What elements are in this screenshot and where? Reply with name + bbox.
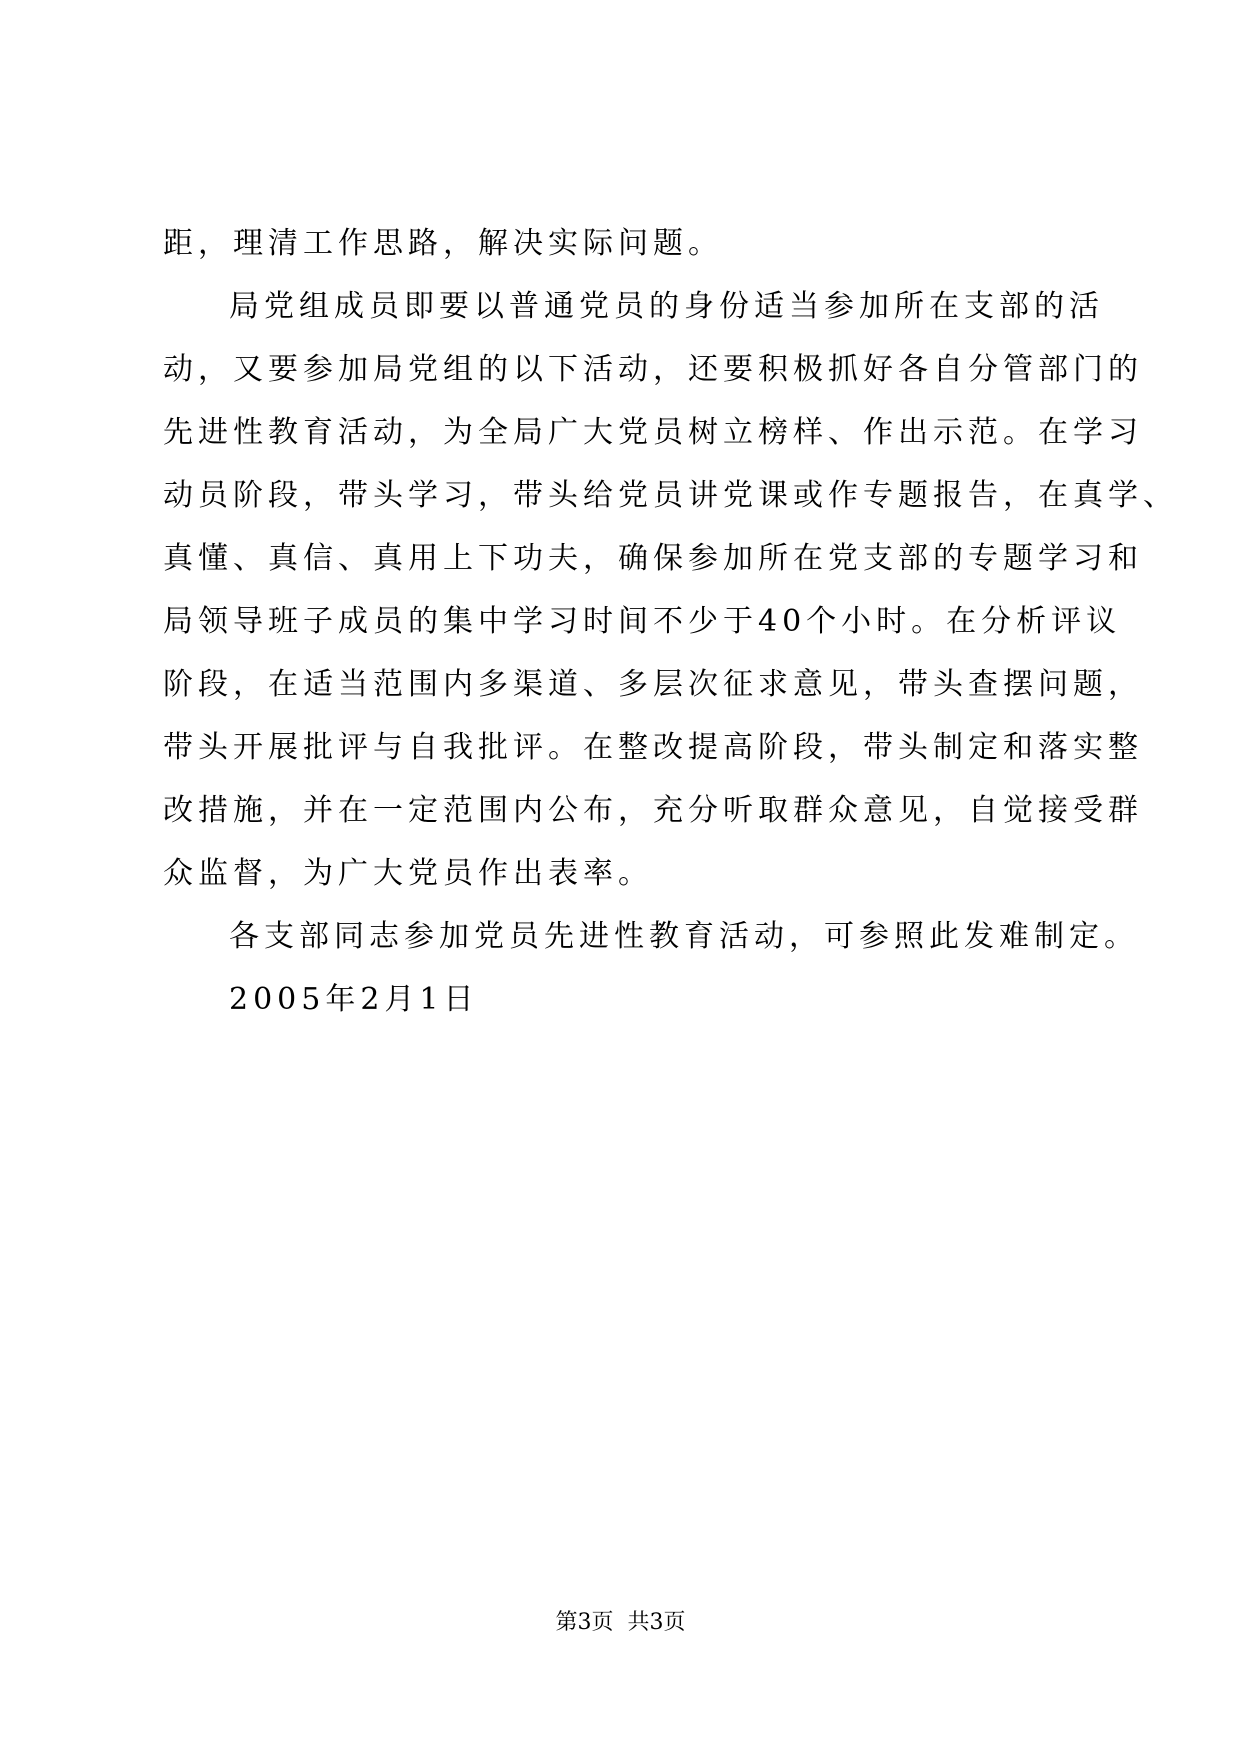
page-number: 第3页 [555,1610,614,1635]
paragraph-line: 改措施，并在一定范围内公布，充分听取群众意见，自觉接受群 [163,793,1143,828]
page-footer [0,1608,1241,1638]
date-line: 2005年2月1日 [229,982,479,1017]
document-body [163,212,1178,1031]
paragraph-line: 距，理清工作思路，解决实际问题。 [163,226,723,261]
paragraph-line: 动员阶段，带头学习，带头给党员讲党课或作专题报告，在真学、 [163,478,1178,513]
paragraph-line: 阶段，在适当范围内多渠道、多层次征求意见，带头查摆问题， [163,667,1143,702]
paragraph-line: 真懂、真信、真用上下功夫，确保参加所在党支部的专题学习和 [163,541,1143,576]
paragraph-line: 动，又要参加局党组的以下活动，还要积极抓好各自分管部门的 [163,352,1143,387]
paragraph-line: 带头开展批评与自我批评。在整改提高阶段，带头制定和落实整 [163,730,1143,765]
paragraph-line: 局党组成员即要以普通党员的身份适当参加所在支部的活 [229,289,1104,324]
paragraph-line: 众监督，为广大党员作出表率。 [163,856,653,891]
paragraph-line: 局领导班子成员的集中学习时间不少于40个小时。在分析评议 [163,604,1122,639]
page-total: 共3页 [627,1610,686,1635]
paragraph-line: 先进性教育活动，为全局广大党员树立榜样、作出示范。在学习 [163,415,1143,450]
paragraph-line: 各支部同志参加党员先进性教育活动，可参照此发难制定。 [229,919,1139,954]
